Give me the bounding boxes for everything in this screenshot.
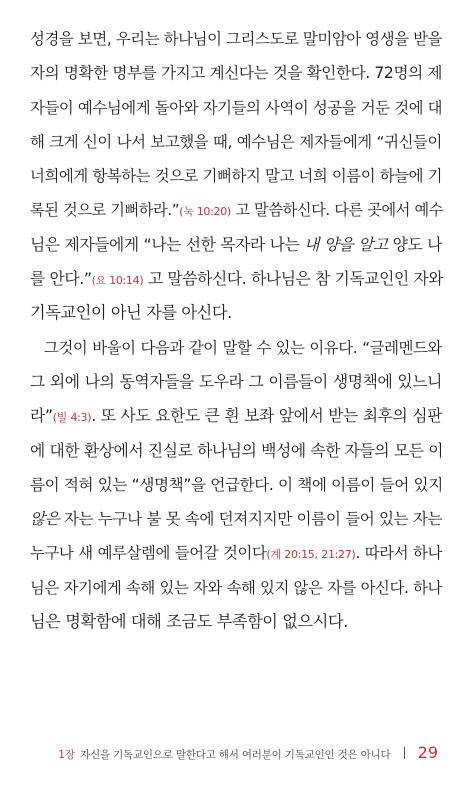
- text-segment: 자는 누구나 불 못 속에 던져지지만 이름이 들어 있는 자는: [59, 510, 443, 529]
- text-segment: 라”: [30, 406, 53, 426]
- footer-divider: [404, 747, 405, 759]
- text-line: [30, 193, 442, 227]
- text-line: [30, 228, 442, 262]
- scripture-reference: (요 10:14): [91, 274, 144, 288]
- text-segment: 록된 것으로 기뻐하라.”: [30, 201, 180, 220]
- text-line: 너희에게 항복하는 것으로 기뻐하지 말고 너희 이름이 하늘에 기: [30, 167, 443, 186]
- text-segment: . 또 사도 요한도 큰 흰 보좌 앞에서 받는 최후의 심판: [91, 406, 442, 426]
- text-line: 자의 명확한 명부를 가지고 계신다는 것을 확인한다. 72명의 제: [30, 64, 442, 83]
- text-segment: 님은 제자들에게 “나는 선한 목자라 나는: [30, 234, 305, 254]
- scripture-reference: (눅 10:20): [179, 205, 231, 219]
- text-line: 기독교인이 아닌 자를 아신다.: [30, 303, 232, 323]
- page-footer: [0, 741, 438, 765]
- text-segment: 고 말씀하신다. 하나님은 참 기독교인인 자와: [143, 269, 444, 289]
- chapter-title: 자신을 기독교인으로 말한다고 해서 여러분이 기독교인인 것은 아니다: [80, 749, 391, 761]
- text-segment: 를 안다.”: [30, 269, 92, 289]
- text-line: 에 대한 환상에서 진실로 하나님의 백성에 속한 자들의 모든 이: [30, 440, 444, 460]
- text-segment: 양도 나: [387, 234, 442, 254]
- text-line: 님은 자기에게 속해 있는 자와 속해 있지 않은 자를 아신다. 하나: [30, 578, 442, 597]
- scripture-reference: (계 20:15, 21:27): [266, 548, 356, 562]
- scripture-reference: (빌 4:3): [52, 411, 92, 425]
- emphasized-text: 내 양을 알고: [304, 234, 388, 254]
- text-line: 자들이 예수님에게 돌아와 자기들의 사역이 성공을 거둔 것에 대: [30, 98, 443, 117]
- text-segment: . 따라서 하나: [355, 544, 442, 563]
- text-line: [30, 399, 442, 433]
- text-line: [30, 502, 442, 536]
- text-line: [30, 536, 442, 570]
- text-line: 름이 적혀 있는 “생명책”을 언급한다. 이 책에 이름이 들어 있지: [30, 475, 443, 494]
- text-line: [30, 262, 442, 296]
- text-line: 그 외에 나의 동역자들을 도우라 그 이름들이 생명책에 있느니: [30, 371, 442, 391]
- body-text: [30, 22, 442, 639]
- text-segment: 누구나 새 예루살렘에 들어갈 것이다: [30, 544, 267, 563]
- text-line: 성경을 보면, 우리는 하나님이 그리스도로 말미암아 영생을 받을: [30, 30, 443, 48]
- text-segment: 고 말씀하신다. 다른 곳에서 예수: [230, 201, 444, 220]
- emphasized-text: 않은: [30, 510, 60, 529]
- page-number: 29: [417, 743, 438, 762]
- text-line: 해 크게 신이 나서 보고했을 때, 예수님은 제자들에게 “귀신들이: [30, 132, 442, 151]
- text-line: 그것이 바울이 다음과 같이 말할 수 있는 이유다. “글레멘드와: [44, 338, 442, 357]
- chapter-number: 1장: [58, 749, 76, 761]
- text-line: 님은 명확함에 대해 조금도 부족함이 없으시다.: [30, 612, 348, 632]
